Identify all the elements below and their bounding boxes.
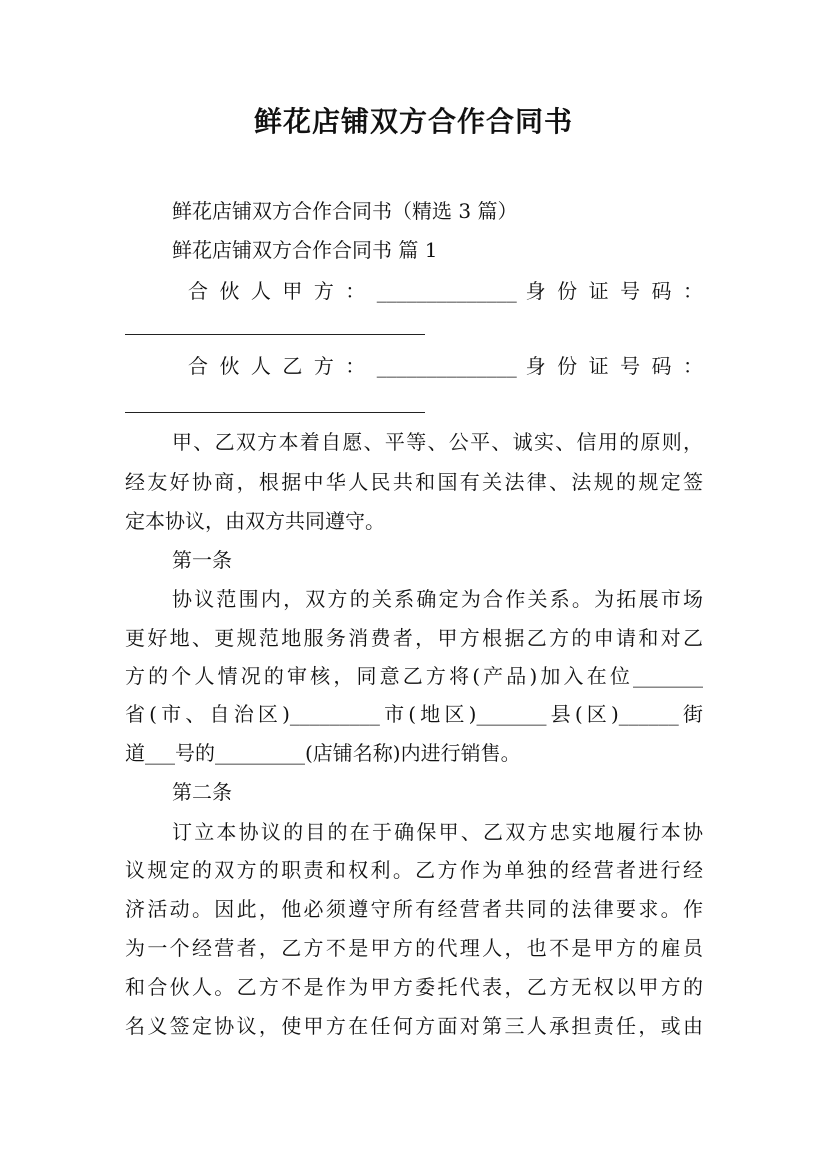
article1-heading: 第一条 [172,548,232,572]
article2-heading: 第二条 [172,780,232,804]
intro-line: 经友好协商，根据中华人民共和国有关法律、法规的规定签 [125,470,703,494]
article2-line: 订立本协议的目的在于确保甲、乙双方忠实地履行本协 [172,820,703,844]
section-heading: 鲜花店铺双方合作合同书 篇 1 [172,238,438,262]
party-b-line: 合 伙 人 乙 方 ： ______________ 身 份 证 号 码 ： [188,354,703,378]
document-subtitle: 鲜花店铺双方合作合同书（精选 3 篇） [172,199,518,223]
article1-line: 方的个人情况的审核，同意乙方将(产品)加入在位_______ [125,664,703,688]
article1-line: 道___号的_________(店铺名称)内进行销售。 [125,741,521,765]
article1-line: 协议范围内，双方的关系确定为合作关系。为拓展市场 [172,587,703,611]
intro-line: 甲、乙双方本着自愿、平等、公平、诚实、信用的原则， [172,430,703,454]
article2-line: 济活动。因此，他必须遵守所有经营者共同的法律要求。作 [125,897,703,921]
article2-line: 名义签定协议，使甲方在任何方面对第三人承担责任，或由 [125,1014,703,1038]
document-title: 鲜花店铺双方合作合同书 [253,105,573,138]
article1-line: 更好地、更规范地服务消费者，甲方根据乙方的申请和对乙 [125,626,703,650]
article2-line: 为一个经营者，乙方不是甲方的代理人，也不是甲方的雇员 [125,936,703,960]
article1-line: 省(市、自治区)_________市(地区)_______县(区)______街 [125,702,703,726]
article2-line: 和合伙人。乙方不是作为甲方委托代表，乙方无权以甲方的 [125,975,703,999]
party-a-line: 合 伙 人 甲 方 ： ______________ 身 份 证 号 码 ： [188,279,703,303]
intro-line: 定本协议，由双方共同遵守。 [125,509,385,533]
article2-line: 议规定的双方的职责和权利。乙方作为单独的经营者进行经 [125,858,703,882]
party-a-id-blank [125,334,425,335]
party-b-id-blank [125,412,425,413]
